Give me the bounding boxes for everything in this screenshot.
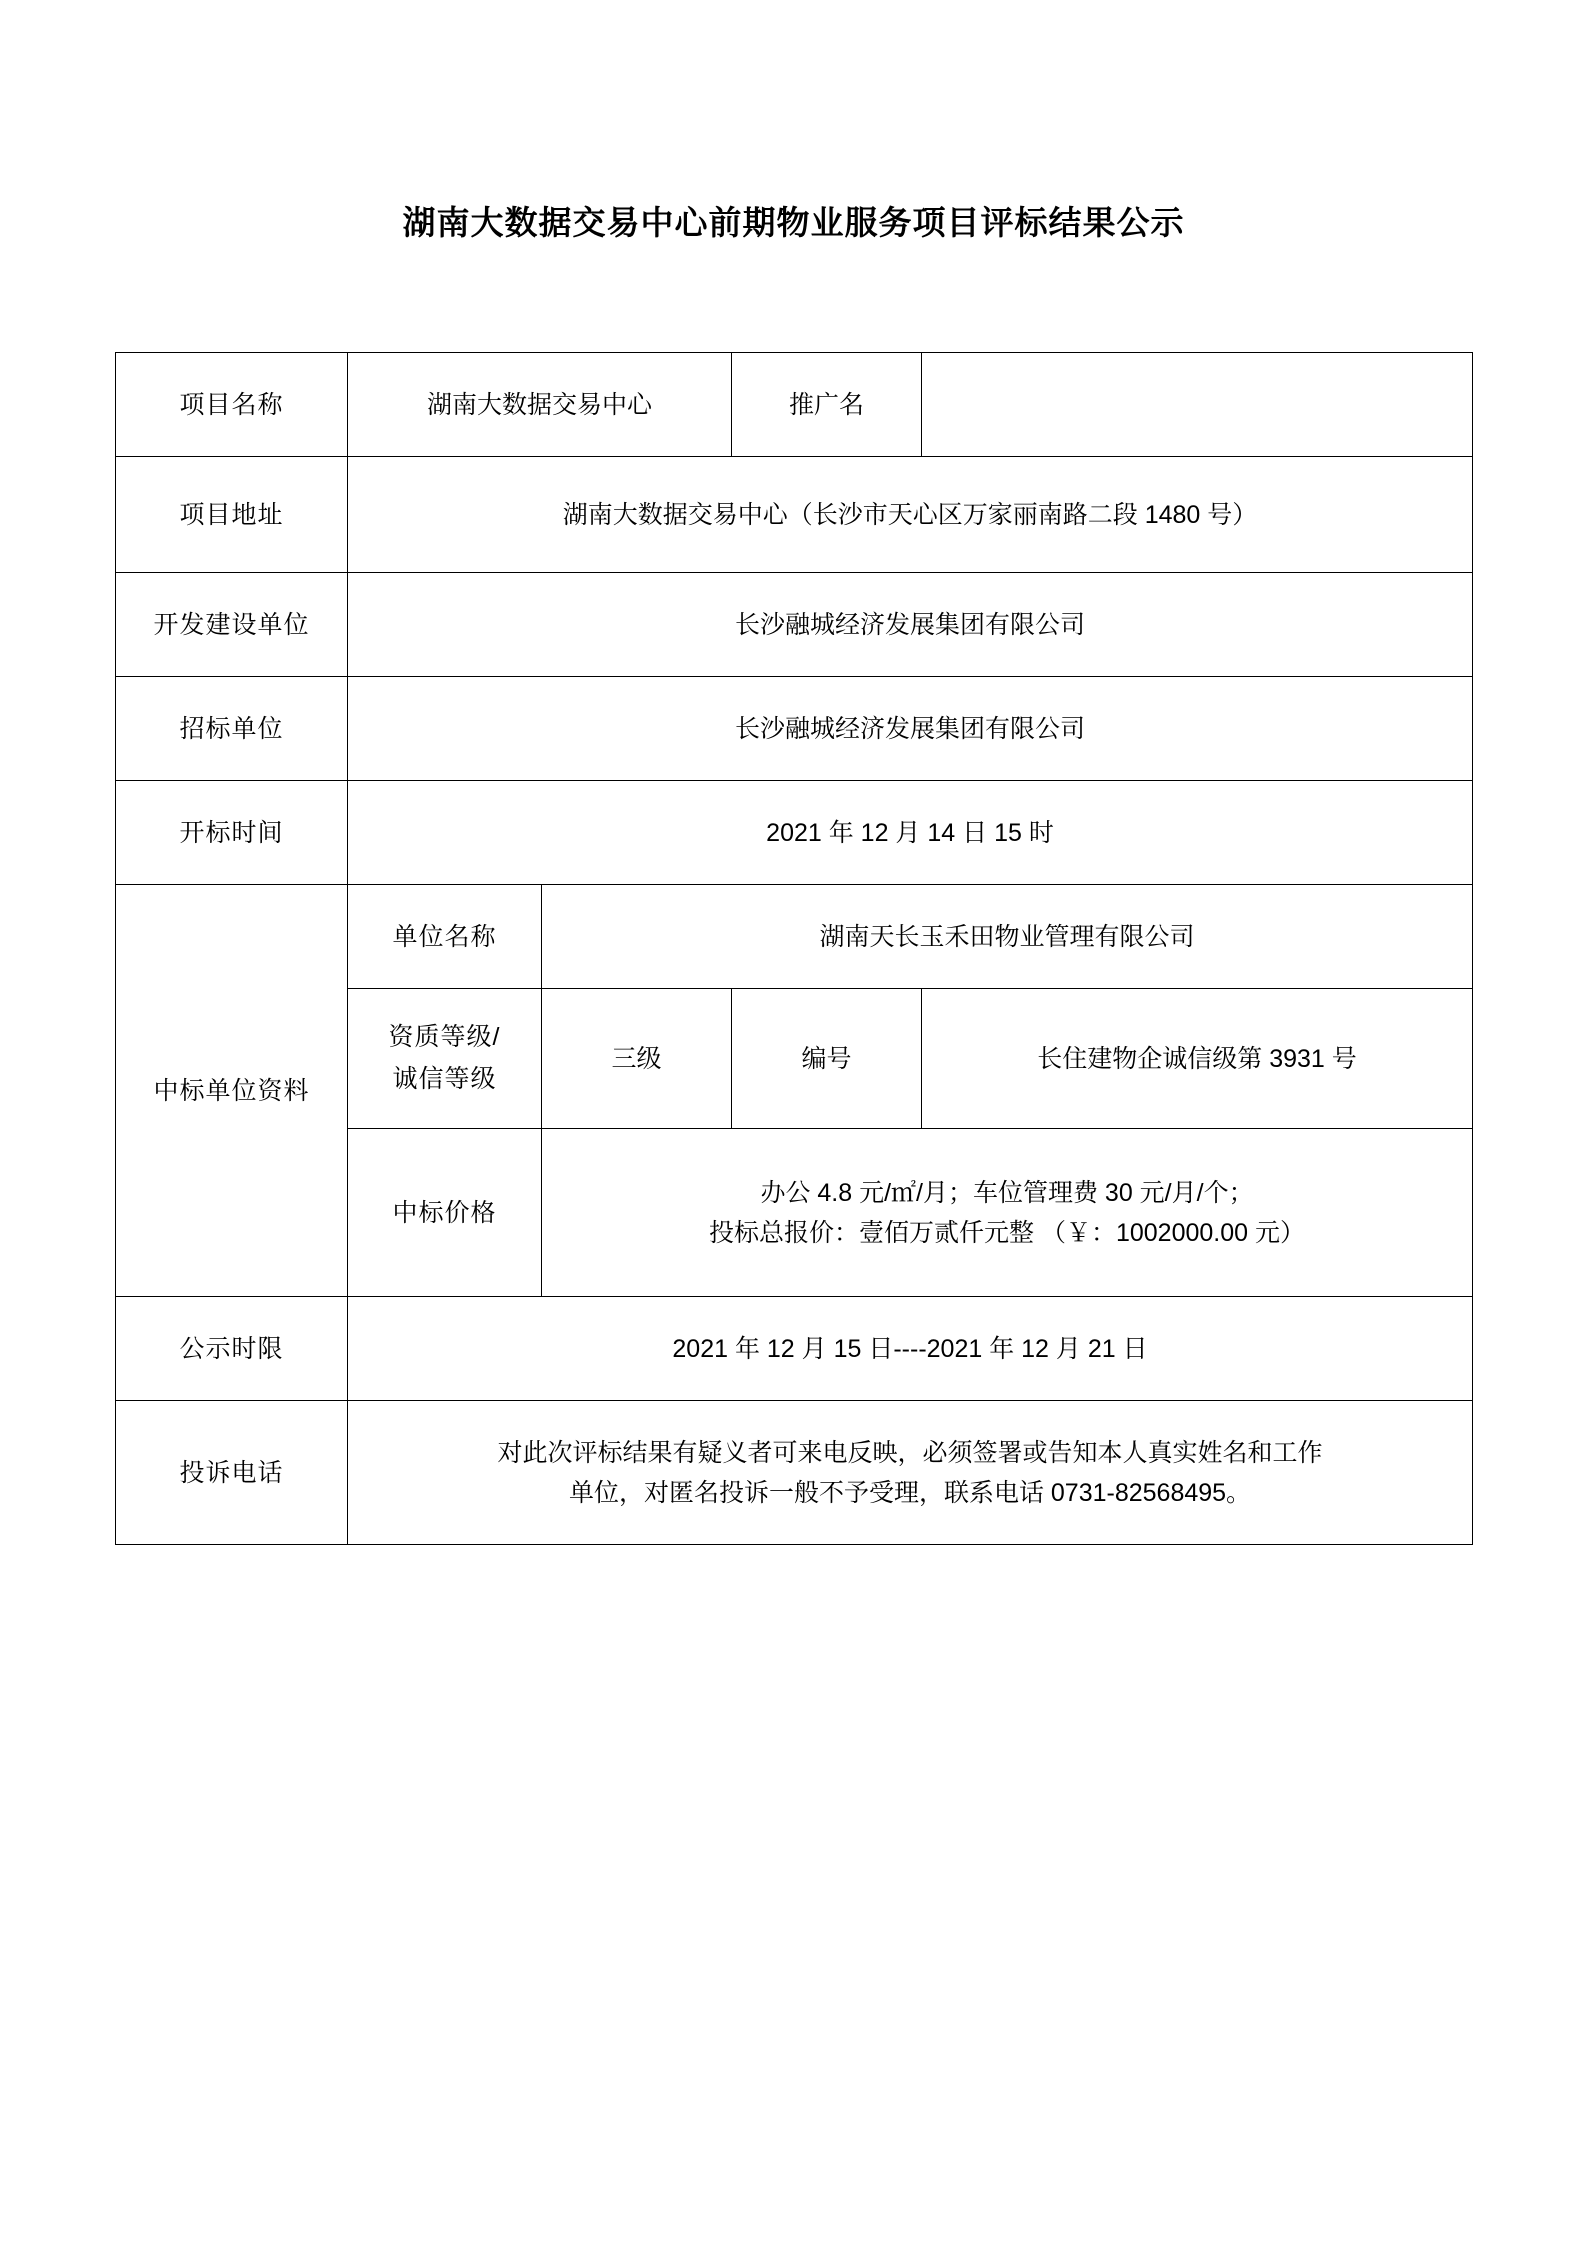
qualification-value: 三级 xyxy=(542,989,732,1129)
promotion-name-label: 推广名 xyxy=(732,353,922,457)
tender-unit-value: 长沙融城经济发展集团有限公司 xyxy=(348,677,1473,781)
developer-label: 开发建设单位 xyxy=(116,573,348,677)
project-name-label: 项目名称 xyxy=(116,353,348,457)
announcement-table-container xyxy=(115,352,1472,1545)
table-row-project-address xyxy=(116,457,1473,573)
developer-value: 长沙融城经济发展集团有限公司 xyxy=(348,573,1473,677)
table-row-publicity-period xyxy=(116,1297,1473,1401)
publicity-period-value: 2021 年 12 月 15 日----2021 年 12 月 21 日 xyxy=(348,1297,1473,1401)
bid-open-time-label: 开标时间 xyxy=(116,781,348,885)
bid-open-time-value: 2021 年 12 月 14 日 15 时 xyxy=(348,781,1473,885)
cert-no-value: 长住建物企诚信级第 3931 号 xyxy=(922,989,1473,1129)
complaint-line2: 单位，对匿名投诉一般不予受理，联系电话 0731-82568495。 xyxy=(568,1478,1252,1507)
cert-no-label: 编号 xyxy=(732,989,922,1129)
table-row-developer xyxy=(116,573,1473,677)
complaint-phone-value xyxy=(348,1401,1473,1545)
page-title: 湖南大数据交易中心前期物业服务项目评标结果公示 xyxy=(402,204,1185,241)
promotion-name-value xyxy=(922,353,1473,457)
project-address-value: 湖南大数据交易中心（长沙市天心区万家丽南路二段 1480 号） xyxy=(348,457,1473,573)
bid-price-label: 中标价格 xyxy=(348,1129,542,1297)
table-row-winner-name xyxy=(116,885,1473,989)
winner-info-label: 中标单位资料 xyxy=(116,885,348,1297)
qualification-label xyxy=(348,989,542,1129)
project-address-label: 项目地址 xyxy=(116,457,348,573)
bid-price-line1: 办公 4.8 元/㎡/月；车位管理费 30 元/月/个； xyxy=(760,1178,1254,1207)
winner-name-label: 单位名称 xyxy=(348,885,542,989)
announcement-table xyxy=(115,352,1473,1545)
complaint-phone-label: 投诉电话 xyxy=(116,1401,348,1545)
table-row-tender-unit xyxy=(116,677,1473,781)
table-row-project-name xyxy=(116,353,1473,457)
project-name-value: 湖南大数据交易中心 xyxy=(348,353,732,457)
publicity-period-label: 公示时限 xyxy=(116,1297,348,1401)
bid-price-value xyxy=(542,1129,1473,1297)
complaint-line1: 对此次评标结果有疑义者可来电反映，必须签署或告知本人真实姓名和工作 xyxy=(497,1438,1323,1467)
bid-price-line2: 投标总报价：壹佰万贰仟元整 （￥：1002000.00 元） xyxy=(709,1218,1305,1247)
table-row-complaint-phone xyxy=(116,1401,1473,1545)
qualification-label-line1: 资质等级/ xyxy=(388,1023,501,1052)
table-row-bid-open-time xyxy=(116,781,1473,885)
qualification-label-line2: 诚信等级 xyxy=(392,1064,497,1093)
tender-unit-label: 招标单位 xyxy=(116,677,348,781)
winner-name-value: 湖南天长玉禾田物业管理有限公司 xyxy=(542,885,1473,989)
